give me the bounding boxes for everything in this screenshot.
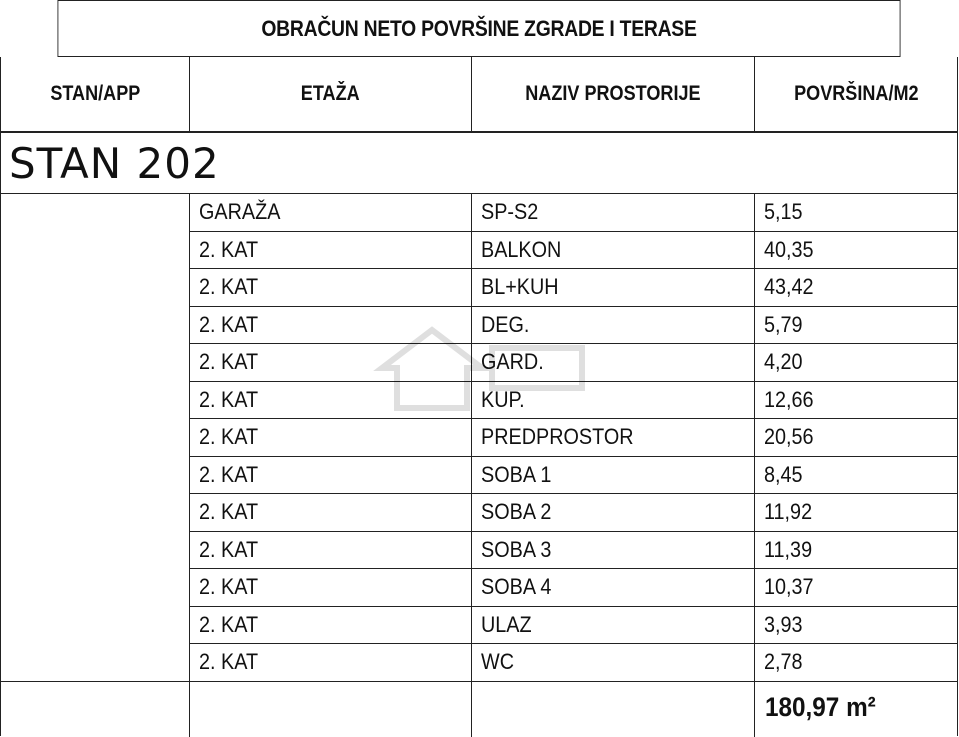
floor-cell-text: 2. KAT <box>199 649 259 675</box>
table-row <box>190 382 958 420</box>
header-naziv-prostorije <box>472 57 755 131</box>
room-cell-text: SOBA 1 <box>481 461 552 487</box>
column-divider <box>754 682 755 737</box>
room-cell-text: SP-S2 <box>481 199 539 225</box>
area-cell-text: 4,20 <box>764 349 803 375</box>
room-cell-text: BALKON <box>481 236 562 262</box>
table-row <box>190 194 958 232</box>
table-row <box>190 344 958 382</box>
area-cell <box>755 307 958 344</box>
room-cell <box>472 494 755 531</box>
table-row <box>190 494 958 532</box>
floor-cell-text: 2. KAT <box>199 311 259 337</box>
floor-cell <box>190 382 472 419</box>
area-cell-text: 5,79 <box>764 311 803 337</box>
area-cell-text: 8,45 <box>764 461 803 487</box>
floor-cell <box>190 457 472 494</box>
header-etaza-label: ETAŽA <box>301 82 360 105</box>
area-cell-text: 5,15 <box>764 199 803 225</box>
floor-cell <box>190 419 472 456</box>
header-naziv-label: NAZIV PROSTORIJE <box>525 82 701 105</box>
room-cell <box>472 269 755 306</box>
table-row <box>190 307 958 345</box>
floor-cell-text: 2. KAT <box>199 499 259 525</box>
floor-cell-text: 2. KAT <box>199 236 259 262</box>
table-row <box>190 644 958 682</box>
header-povrsina <box>755 57 958 131</box>
area-cell-text: 43,42 <box>764 274 814 300</box>
room-cell <box>472 307 755 344</box>
room-cell-text: ULAZ <box>481 611 532 637</box>
area-cell <box>755 607 958 644</box>
floor-cell <box>190 644 472 681</box>
floor-cell <box>190 494 472 531</box>
area-cell <box>755 644 958 681</box>
floor-cell <box>190 269 472 306</box>
room-cell-text: SOBA 2 <box>481 499 552 525</box>
area-cell-text: 20,56 <box>764 424 814 450</box>
area-cell <box>755 457 958 494</box>
section-label: STAN 202 <box>9 139 220 188</box>
room-cell-text: GARD. <box>481 349 544 375</box>
section-row-stan <box>0 133 958 194</box>
room-cell-text: WC <box>481 649 514 675</box>
room-cell-text: DEG. <box>481 311 530 337</box>
table-row <box>190 232 958 270</box>
area-cell-text: 10,37 <box>764 574 814 600</box>
area-cell <box>755 532 958 569</box>
floor-cell-text: 2. KAT <box>199 424 259 450</box>
area-cell-text: 12,66 <box>764 386 814 412</box>
area-cell <box>755 344 958 381</box>
table-header-row <box>0 57 958 133</box>
floor-cell-text: 2. KAT <box>199 349 259 375</box>
column-divider <box>471 682 472 737</box>
table-title-text: OBRAČUN NETO POVRŠINE ZGRADE I TERASE <box>261 15 697 41</box>
table-body <box>0 194 958 681</box>
floor-cell-text: 2. KAT <box>199 274 259 300</box>
room-cell-text: SOBA 3 <box>481 536 552 562</box>
floor-cell <box>190 307 472 344</box>
room-cell <box>472 194 755 231</box>
area-cell <box>755 494 958 531</box>
floor-cell-text: 2. KAT <box>199 461 259 487</box>
room-cell-text: BL+KUH <box>481 274 559 300</box>
area-cell-text: 11,92 <box>764 499 813 525</box>
floor-cell <box>190 194 472 231</box>
area-cell-text: 2,78 <box>764 649 803 675</box>
area-cell <box>755 419 958 456</box>
floor-cell <box>190 607 472 644</box>
room-cell <box>472 419 755 456</box>
room-cell-text: PREDPROSTOR <box>481 424 634 450</box>
area-cell-text: 3,93 <box>764 611 803 637</box>
table-row <box>190 532 958 570</box>
floor-cell <box>190 532 472 569</box>
floor-cell-text: GARAŽA <box>199 199 281 225</box>
header-etaza <box>190 57 472 131</box>
room-cell-text: SOBA 4 <box>481 574 552 600</box>
area-cell-text: 40,35 <box>764 236 814 262</box>
area-cell <box>755 269 958 306</box>
total-area: 180,97 m² <box>765 692 876 722</box>
room-cell <box>472 344 755 381</box>
room-cell <box>472 382 755 419</box>
table-row <box>190 419 958 457</box>
room-cell-text: KUP. <box>481 386 525 412</box>
room-cell <box>472 644 755 681</box>
floor-cell <box>190 232 472 269</box>
floor-cell <box>190 569 472 606</box>
area-cell-text: 11,39 <box>764 536 813 562</box>
room-cell <box>472 569 755 606</box>
header-povrsina-label: POVRŠINA/M2 <box>794 82 919 105</box>
column-divider <box>189 682 190 737</box>
table-row <box>190 457 958 495</box>
floor-cell <box>190 344 472 381</box>
table-row <box>190 569 958 607</box>
header-stan-app <box>1 57 190 131</box>
area-cell <box>755 382 958 419</box>
room-cell <box>472 607 755 644</box>
floor-cell-text: 2. KAT <box>199 386 259 412</box>
floor-cell-text: 2. KAT <box>199 611 259 637</box>
room-cell <box>472 232 755 269</box>
floor-cell-text: 2. KAT <box>199 574 259 600</box>
area-cell <box>755 194 958 231</box>
header-stan-app-label: STAN/APP <box>50 82 140 105</box>
table-row <box>190 269 958 307</box>
total-row <box>0 681 958 736</box>
room-cell <box>472 457 755 494</box>
room-cell <box>472 532 755 569</box>
floor-cell-text: 2. KAT <box>199 536 259 562</box>
table-row <box>190 607 958 645</box>
area-cell <box>755 569 958 606</box>
area-cell <box>755 232 958 269</box>
table-title <box>57 0 900 57</box>
